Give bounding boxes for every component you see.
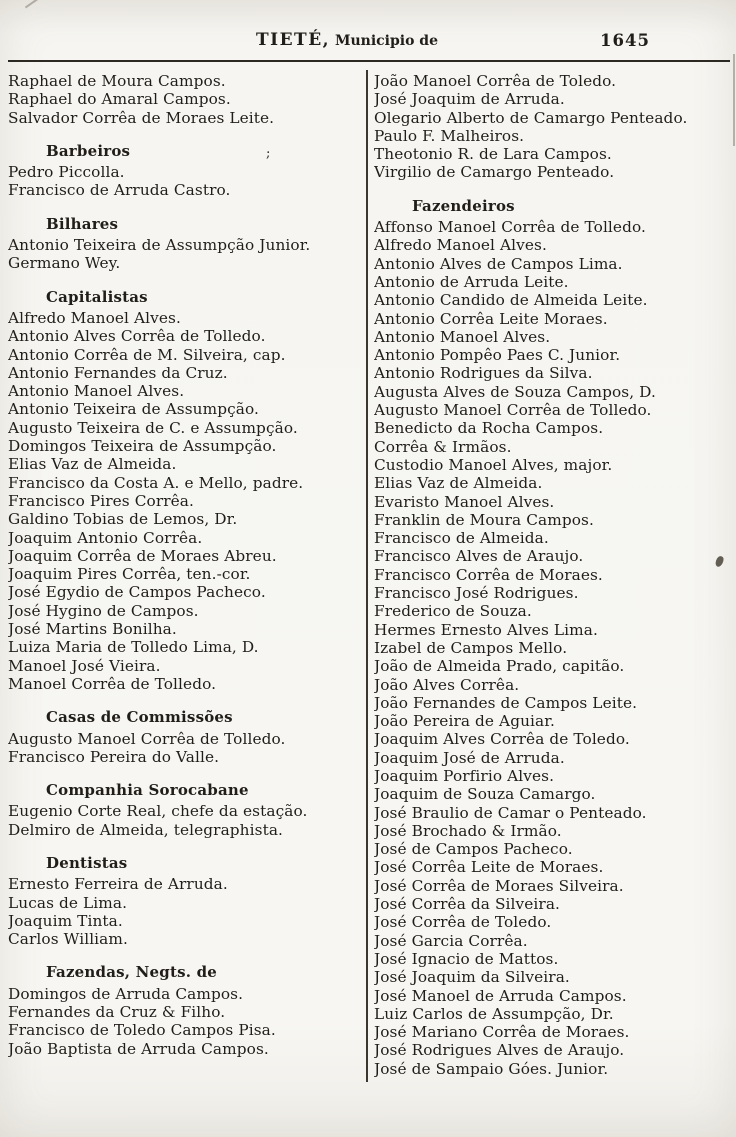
directory-section — [8, 142, 362, 200]
section-heading: Bilhares — [46, 214, 119, 233]
directory-entry: Olegario Alberto de Camargo Penteado. — [374, 108, 688, 127]
directory-entry: Antonio Fernandes da Cruz. — [8, 363, 228, 382]
directory-entry: Evaristo Manoel Alves. — [374, 492, 555, 511]
directory-entry: Manoel Corrêa de Tolledo. — [8, 674, 217, 693]
pencil-mark — [25, 0, 39, 8]
ink-mark: ; — [266, 146, 271, 161]
directory-entry: Antonio Alves de Campos Lima. — [374, 254, 623, 273]
directory-section — [8, 708, 362, 766]
section-heading: Companhia Sorocabane — [46, 781, 249, 800]
section-heading: Barbeiros — [46, 141, 131, 160]
directory-entry: José Corrêa de Moraes Silveira. — [374, 876, 624, 895]
directory-entry: Antonio de Arruda Leite. — [374, 272, 569, 291]
directory-entry: Augusto Manoel Corrêa de Tolledo. — [8, 729, 286, 748]
right-column — [374, 72, 730, 1078]
directory-entry: Elias Vaz de Almeida. — [374, 474, 543, 493]
directory-entry: José Mariano Corrêa de Moraes. — [374, 1023, 630, 1042]
directory-entry: Joaquim Corrêa de Moraes Abreu. — [8, 546, 277, 565]
right-intro-list — [374, 72, 730, 182]
directory-entry: Corrêa & Irmãos. — [374, 437, 512, 456]
directory-entry: Pedro Piccolla. — [8, 163, 125, 182]
directory-entry: João de Almeida Prado, capitão. — [374, 657, 625, 676]
directory-entry: Frederico de Souza. — [374, 602, 532, 621]
directory-entry: Affonso Manoel Corrêa de Tolledo. — [374, 218, 646, 237]
directory-entry: Raphael do Amaral Campos. — [8, 90, 231, 109]
directory-entry: Fernandes da Cruz & Filho. — [8, 1003, 226, 1022]
directory-entry: Francisco de Almeida. — [374, 529, 549, 548]
directory-entry: Galdino Tobias de Lemos, Dr. — [8, 510, 238, 529]
directory-section — [8, 215, 362, 273]
directory-entry: Antonio Rodrigues da Silva. — [374, 364, 593, 383]
directory-entry: Francisco da Costa A. e Mello, padre. — [8, 473, 304, 492]
directory-entry: José Braulio de Camar o Penteado. — [374, 803, 647, 822]
directory-entry: Antonio Corrêa Leite Moraes. — [374, 309, 608, 328]
directory-entry: Paulo F. Malheiros. — [374, 126, 525, 145]
directory-entry: José Corrêa de Toledo. — [374, 913, 552, 932]
directory-section — [374, 197, 730, 1078]
column-divider — [366, 70, 368, 1082]
directory-entry: José Rodrigues Alves de Araujo. — [374, 1041, 625, 1060]
directory-entry: Domingos Teixeira de Assumpção. — [8, 437, 277, 456]
section-heading: Casas de Commissões — [46, 708, 233, 727]
directory-entry: Elias Vaz de Almeida. — [8, 455, 177, 474]
left-column — [8, 72, 362, 1058]
directory-entry: Eugenio Corte Real, chefe da estação. — [8, 802, 308, 821]
directory-entry: Theotonio R. de Lara Campos. — [374, 145, 612, 164]
directory-entry: José Brochado & Irmão. — [374, 821, 562, 840]
directory-entry: Alfredo Manoel Alves. — [374, 236, 547, 255]
right-sections — [374, 197, 730, 1078]
directory-entry: Francisco de Arruda Castro. — [8, 181, 231, 200]
directory-entry: José de Campos Pacheco. — [374, 840, 573, 859]
directory-entry: Joaquim Alves Corrêa de Toledo. — [374, 730, 630, 749]
directory-entry: Antonio Corrêa de M. Silveira, cap. — [8, 345, 286, 364]
directory-entry: João Pereira de Aguiar. — [374, 712, 555, 731]
directory-entry: Antonio Manoel Alves. — [8, 382, 185, 401]
municipality-suffix: Municipio de — [330, 33, 438, 49]
directory-entry: Lucas de Lima. — [8, 893, 128, 912]
directory-entry: Francisco Pires Corrêa. — [8, 491, 194, 510]
directory-entry: José Martins Bonilha. — [8, 620, 177, 639]
directory-entry: Joaquim Antonio Corrêa. — [8, 528, 203, 547]
directory-entry: Antonio Alves Corrêa de Tolledo. — [8, 327, 266, 346]
directory-entry: Manoel José Vieira. — [8, 656, 161, 675]
directory-entry: Hermes Ernesto Alves Lima. — [374, 620, 598, 639]
directory-entry: Raphael de Moura Campos. — [8, 72, 226, 90]
directory-section — [8, 854, 362, 948]
directory-entry: Francisco de Toledo Campos Pisa. — [8, 1021, 276, 1040]
directory-entry: Custodio Manoel Alves, major. — [374, 455, 613, 474]
directory-entry: João Manoel Corrêa de Toledo. — [374, 72, 617, 90]
municipality-name: TIETÉ, — [256, 30, 331, 50]
section-heading: Fazendeiros — [412, 196, 515, 215]
directory-entry: José de Sampaio Góes. Junior. — [374, 1059, 609, 1078]
directory-entry: José Egydio de Campos Pacheco. — [8, 583, 266, 602]
directory-entry: José Hygino de Campos. — [8, 601, 199, 620]
section-heading: Fazendas, Negts. de — [46, 963, 218, 982]
left-sections — [8, 142, 362, 1058]
directory-entry: João Fernandes de Campos Leite. — [374, 693, 638, 712]
directory-entry: Antonio Candido de Almeida Leite. — [374, 291, 648, 310]
header-rule — [8, 60, 730, 62]
directory-entry: João Baptista de Arruda Campos. — [8, 1039, 269, 1058]
section-heading: Dentistas — [46, 853, 128, 872]
directory-entry: Francisco José Rodrigues. — [374, 584, 579, 603]
section-heading: Capitalistas — [46, 287, 148, 306]
directory-entry: José Garcia Corrêa. — [374, 931, 528, 950]
directory-entry: João Alves Corrêa. — [374, 675, 520, 694]
directory-entry: Antonio Manoel Alves. — [374, 327, 551, 346]
directory-entry: José Joaquim da Silveira. — [374, 968, 570, 987]
directory-section — [8, 781, 362, 839]
directory-entry: Luiz Carlos de Assumpção, Dr. — [374, 1004, 614, 1023]
directory-entry: Francisco Alves de Araujo. — [374, 547, 584, 566]
directory-entry: Germano Wey. — [8, 254, 121, 273]
directory-entry: Augusto Teixeira de C. e Assumpção. — [8, 418, 298, 437]
directory-entry: Francisco Corrêa de Moraes. — [374, 565, 603, 584]
directory-entry: Joaquim Porfirio Alves. — [374, 766, 555, 785]
directory-entry: Augusto Manoel Corrêa de Tolledo. — [374, 401, 652, 420]
directory-entry: Ernesto Ferreira de Arruda. — [8, 875, 228, 894]
directory-entry: Joaquim Tinta. — [8, 911, 123, 930]
directory-entry: Joaquim de Souza Camargo. — [374, 785, 596, 804]
directory-section — [8, 963, 362, 1057]
directory-entry: Izabel de Campos Mello. — [374, 638, 568, 657]
directory-entry: Joaquim José de Arruda. — [374, 748, 565, 767]
directory-entry: Antonio Pompêo Paes C. Junior. — [374, 346, 621, 365]
directory-entry: Augusta Alves de Souza Campos, D. — [374, 382, 656, 401]
directory-entry: José Ignacio de Mattos. — [374, 949, 559, 968]
left-intro-list — [8, 72, 362, 127]
page-header — [0, 30, 736, 56]
directory-entry: José Joaquim de Arruda. — [374, 90, 565, 109]
directory-entry: Domingos de Arruda Campos. — [8, 984, 244, 1003]
directory-entry: José Corrêa da Silveira. — [374, 895, 560, 914]
directory-entry: Joaquim Pires Corrêa, ten.-cor. — [8, 565, 251, 584]
directory-entry: José Corrêa Leite de Moraes. — [374, 858, 604, 877]
directory-section — [8, 288, 362, 694]
directory-entry: Franklin de Moura Campos. — [374, 510, 594, 529]
directory-entry: Francisco Pereira do Valle. — [8, 747, 220, 766]
directory-entry: José Manoel de Arruda Campos. — [374, 986, 627, 1005]
directory-entry: Benedicto da Rocha Campos. — [374, 419, 604, 438]
directory-entry: Virgilio de Camargo Penteado. — [374, 163, 615, 182]
directory-entry: Antonio Teixeira de Assumpção Junior. — [8, 236, 311, 255]
directory-entry: Salvador Corrêa de Moraes Leite. — [8, 108, 275, 127]
directory-entry: Carlos William. — [8, 930, 128, 949]
directory-entry: Antonio Teixeira de Assumpção. — [8, 400, 259, 419]
page-title — [256, 30, 438, 50]
directory-entry: Alfredo Manoel Alves. — [8, 308, 181, 327]
directory-entry: Delmiro de Almeida, telegraphista. — [8, 820, 284, 839]
scan-edge-line — [733, 54, 735, 146]
directory-entry: Luiza Maria de Tolledo Lima, D. — [8, 638, 259, 657]
page-number: 1645 — [600, 31, 650, 50]
